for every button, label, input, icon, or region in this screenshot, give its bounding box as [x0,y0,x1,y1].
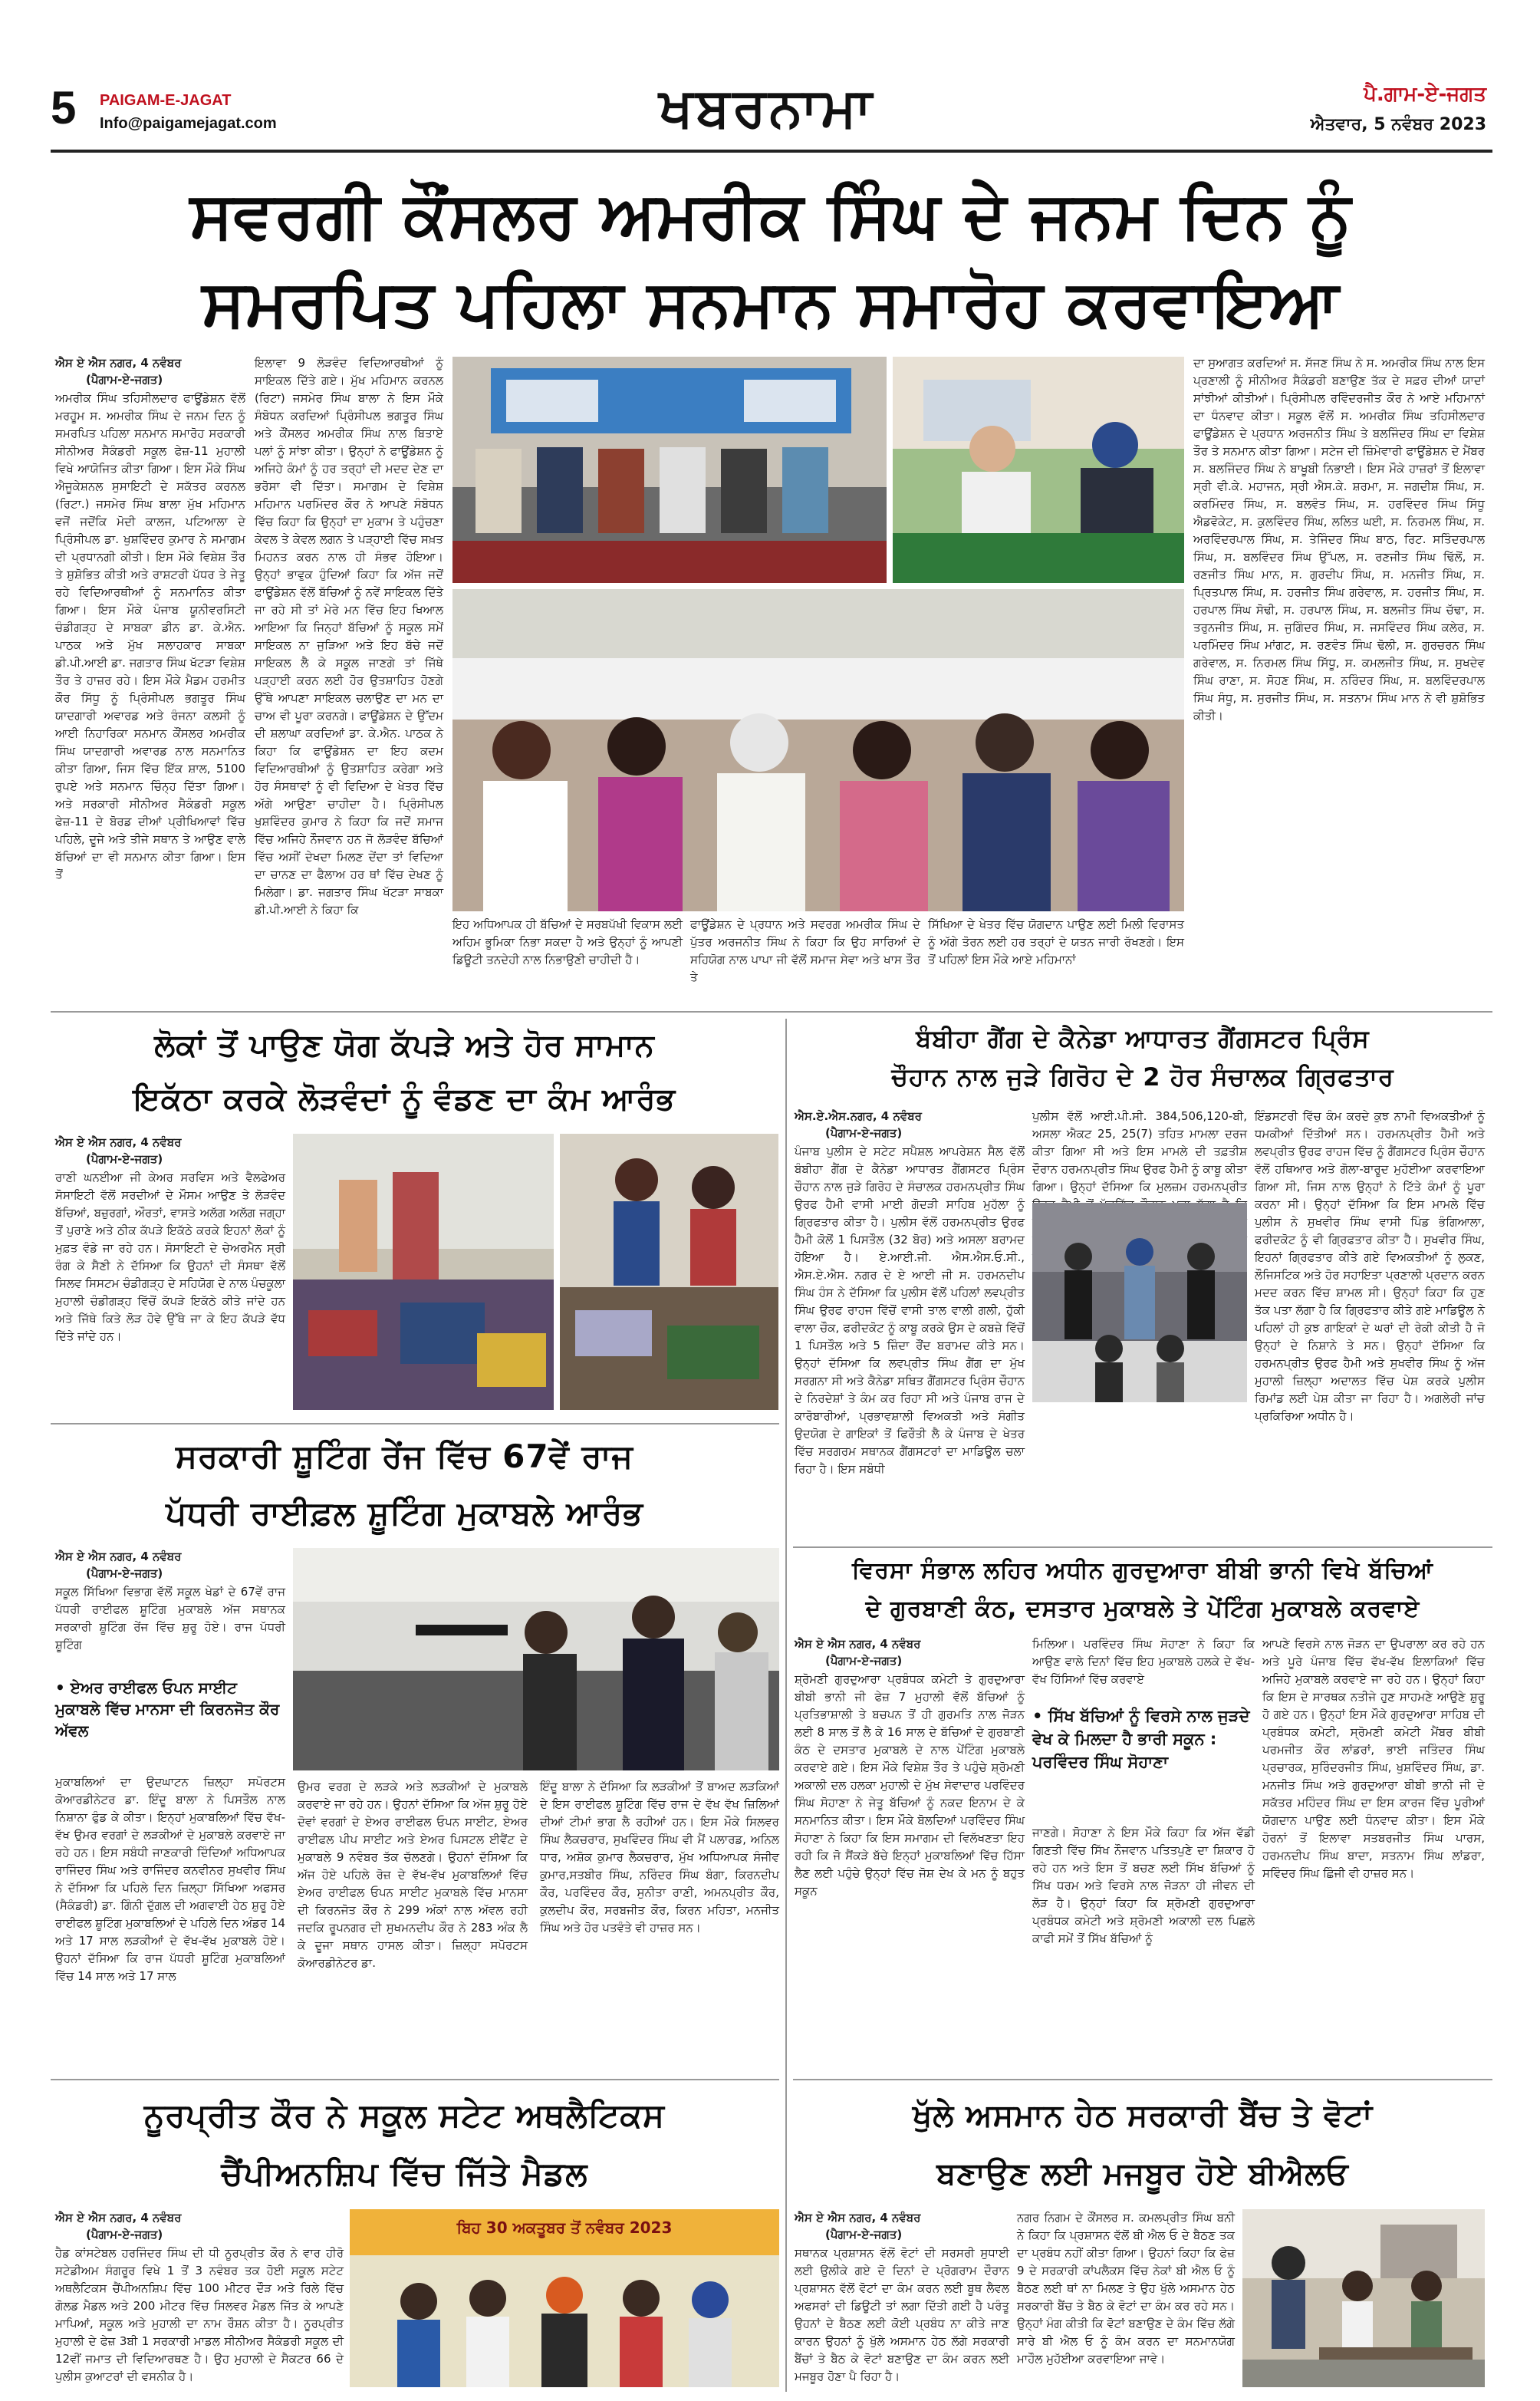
divider [785,1019,787,2392]
story7-source: (ਪੈਗਾਮ-ਏ-ਜਗਤ) [825,2228,903,2241]
story3-headline-line1: ਬੰਬੀਹਾ ਗੈਂਗ ਦੇ ਕੈਨੇਡਾ ਆਧਾਰਤ ਗੈਂਗਸਟਰ ਪ੍ਰਿੰਸ [916,1024,1370,1053]
story7-headline-line2: ਬਣਾਉਣ ਲਈ ਮਜਬੂਰ ਹੋਏ ਬੀਐਲਓ [936,2156,1349,2192]
story4-subhead-text: ਏਅਰ ਰਾਈਫਲ ਓਪਨ ਸਾਈਟ ਮੁਕਾਬਲੇ ਵਿੱਚ ਮਾਨਸਾ ਦੀ ਕਿਰਨਜੋਤ ਕੌਰ ਅੱਵਲ [55,1678,280,1740]
story5-column-3 [1262,1635,1485,2073]
brand-name-punjabi: ਪੈ.ਗਾਮ-ਏ-ਜਗਤ [1364,83,1486,106]
story4-body-col3: ਇੰਦੂ ਬਾਲਾ ਨੇ ਦੱਸਿਆ ਕਿ ਲੜਕੀਆਂ ਤੋਂ ਬਾਅਦ ਲੜਕਿਆਂ ਦੇ ਇਸ ਰਾਈਫਲ ਸ਼ੂਟਿੰਗ ਵਿੱਚ ਰਾਜ ਦੇ ਵੱਖ ਵੱਖ ਜ਼ਿਲਿਆਂ ਦੀਆਂ ਟੀਮਾਂ ਭਾਗ ਲੈ ਰਹੀਆਂ ਹਨ। ਇਸ ਮੌਕੇ ਸਿਲਵਰ ਸਿੰਘ ਲੈਕਚਰਾਰ, ਸੁਖਵਿੰਦਰ ਸਿੰਘ ਵੀ ਮੈਂ ਪਲਾਰਡ, ਅਨਿਲ ਧਾਰ, ਅਸ਼ੋਕ ਕੁਮਾਰ ਲੈਕਚਰਾਰ, ਮੁੱਖ ਅਧਿਆਪਕ ਸੰਜੀਵ ਕੁਮਾਰ,ਸਤਬੀਰ ਸਿੰਘ, ਨਰਿੰਦਰ ਸਿੰਘ ਬੰਗਾ, ਕਿਰਨਦੀਪ ਕੌਰ, ਪਰਵਿੰਦਰ ਕੌਰ, ਸੁਨੀਤਾ ਰਾਣੀ, ਅਮਨਪ੍ਰੀਤ ਕੌਰ, ਕੁਲਦੀਪ ਕੌਰ, ਸਰਬਜੀਤ ਕੌਰ, ਕਿਰਨ ਮਹਿਤਾ, ਮਨਜੀਤ ਸਿੰਘ ਅਤੇ ਹੋਰ ਪਤਵੰਤੇ ਵੀ ਹਾਜ਼ਰ ਸਨ। [540,1780,779,1935]
story4-column-3 [540,1778,779,2073]
story1-column-2 [255,354,443,1003]
divider [793,1546,1492,1548]
story1-photo-stage [452,357,887,583]
story1-headline-line1: ਸਵਰਗੀ ਕੌਂਸਲਰ ਅਮਰੀਕ ਸਿੰਘ ਦੇ ਜਨਮ ਦਿਨ ਨੂੰ [189,177,1352,252]
story1-dateline: ਐਸ ਏ ਐਸ ਨਗਰ, 4 ਨਵੰਬਰ [55,356,182,370]
story1-column-mid-a [690,916,920,1003]
story3-column-3 [1255,1108,1485,1540]
story2-column [55,1134,285,1418]
story4-subhead [55,1677,285,1767]
story6-photo [350,2209,779,2387]
story3-body-col2-top: ਪੁਲੀਸ ਵੱਲੋਂ ਆਈ.ਪੀ.ਸੀ. 384,506,120-ਬੀ, ਅਸਲਾ ਐਕਟ 25, 25(7) ਤਹਿਤ ਮਾਮਲਾ ਦਰਜ ਕੀਤਾ ਗਿਆ ਸੀ ਅਤੇ ਇਸ ਮਾਮਲੇ ਦੀ ਤਫ਼ਤੀਸ਼ ਦੌਰਾਨ ਹਰਮਨਪ੍ਰੀਤ ਸਿੰਘ ਉਰਫ ਹੈਮੀ ਨੂੰ ਕਾਬੂ ਕੀਤਾ ਗਿਆ। ਉਨ੍ਹਾਂ ਦੱਸਿਆ ਕਿ ਮੁਲਜ਼ਮ ਹਰਮਨਪ੍ਰੀਤ [1032,1109,1247,1194]
story2-body: ਰਾਣੀ ਘਨਈਆ ਜੀ ਕੇਅਰ ਸਰਵਿਸ ਅਤੇ ਵੈਲਫੇਅਰ ਸੋਸਾਇਟੀ ਵੱਲੋਂ ਸਰਦੀਆਂ ਦੇ ਮੌਸਮ ਆਉਣ ਤੇ ਲੋੜਵੰਦ ਬੱਚਿਆਂ, ਬਜ਼ੁਰਗਾਂ, ਔਰਤਾਂ, ਵਾਸਤੇ ਅਲੱਗ ਅਲੱਗ ਜਗ੍ਹਾ ਤੋਂ ਪੁਰਾਣੇ ਅਤੇ ਠੀਕ ਕੱਪੜੇ ਇਕੱਠੇ ਕਰਕੇ ਇਹਨਾਂ ਲੋਕਾਂ ਨੂੰ ਮੁਫ਼ਤ ਵੰਡੇ ਜਾ ਰਹੇ ਹਨ। ਸੋਸਾਇਟੀ ਦੇ ਚੇਅਰਮੈਨ ਸ੍ਰੀ ਰੰਗ ਕੇ ਸੈਣੀ ਨੇ ਦੱਸਿਆ ਕਿ ਉਹਨਾਂ ਦੀ ਸੰਸਥਾ ਵੱਲੋਂ ਸਿਲਵ ਸਿਸਟਮ ਚੰਡੀਗੜ੍ਹ ਦੇ ਸਹਿਯੋਗ ਦੇ ਨਾਲ ਪੰਚਕੂਲਾ ਮੁਹਾਲੀ ਚੰਡੀਗੜ੍ਹ ਵਿੱਚੋਂ ਕੱਪੜੇ ਇਕੱਠੇ ਕੀਤੇ ਜਾਂਦੇ ਹਨ ਅਤੇ ਜਿੱਥੇ ਕਿਤੇ ਲੋੜ ਹੋਵੇ ਉੱਥੇ ਜਾ ਕੇ ਇਹ ਕੱਪੜੇ ਵੱਧ ਦਿੱਤੇ ਜਾਂਦੇ ਹਨ। [55,1171,285,1343]
story5-pullquote-text: ਸਿੱਖ ਬੱਚਿਆਂ ਨੂੰ ਵਿਰਸੇ ਨਾਲ ਜੁੜਦੇ ਵੇਖ ਕੇ ਮਿਲਦਾ ਹੈ ਭਾਰੀ ਸਕੂਨ : ਪਰਵਿੰਦਰ ਸਿੰਘ ਸੋਹਾਣਾ [1032,1707,1250,1771]
story1-photo-audience [452,589,1184,911]
brand-name: PAIGAM-E-JAGAT [100,92,232,109]
masthead-rule [51,150,1492,153]
story5-body-col3: ਆਪਣੇ ਵਿਰਸੇ ਨਾਲ ਜੋੜਨ ਦਾ ਉਪਰਾਲਾ ਕਰ ਰਹੇ ਹਨ ਅਤੇ ਪੂਰੇ ਪੰਜਾਬ ਵਿੱਚ ਵੱਖ-ਵੱਖ ਇਲਾਕਿਆਂ ਵਿੱਚ ਅਜਿਹੇ ਮੁਕਾਬਲੇ ਕਰਵਾਏ ਜਾ ਰਹੇ ਹਨ। ਉਨ੍ਹਾਂ ਕਿਹਾ ਕਿ ਇਸ ਦੇ ਸਾਰਥਕ ਨਤੀਜੇ ਹੁਣ ਸਾਹਮਣੇ ਆਉਣੇ ਸ਼ੁਰੂ ਹੋ ਗਏ ਹਨ। ਉਨ੍ਹਾਂ ਇਸ ਮੌਕੇ ਗੁਰਦੁਆਰਾ ਸਾਹਿਬ ਦੀ ਪ੍ਰਬੰਧਕ ਕਮੇਟੀ, ਸ੍ਰੋਮਣੀ ਕਮੇਟੀ ਮੈਂਬਰ ਬੀਬੀ ਪਰਮਜੀਤ ਕੌਰ ਲਾਂਡਰਾਂ, ਭਾਈ ਜਤਿੰਦਰ ਸਿੰਘ ਪ੍ਰਚਾਰਕ, ਸੁਰਿੰਦਰਜੀਤ ਸਿੰਘ, ਖੁਸ਼ਵਿੰਦਰ ਸਿੰਘ, ਡਾ. ਮਨਜੀਤ ਸਿੰਘ ਅਤੇ ਗੁਰਦੁਆਰਾ ਬੀਬੀ ਭਾਨੀ ਜੀ ਦੇ ਸਕੱਤਰ ਮਹਿੰਦਰ ਸਿੰਘ ਦਾ ਇਸ ਕਾਰਜ ਵਿੱਚ ਪੂਰੀਆਂ ਯੋਗਦਾਨ ਪਾਉਣ ਲਈ ਧੰਨਵਾਦ ਕੀਤਾ। ਇਸ ਮੌਕੇ ਹੋਰਨਾਂ ਤੋਂ ਇਲਾਵਾ ਸਤਬਰਜੀਤ ਸਿੰਘ ਪਾਰਸ, ਹਰਮਨਦੀਪ ਸਿੰਘ ਬਾਦਾ, ਸਤਨਾਮ ਸਿੰਘ ਲਾਂਡਰਾ, ਸਵਿੰਦਰ ਸਿੰਘ ਛਿੰਜੀ ਵੀ ਹਾਜ਼ਰ ਸਨ। [1262,1637,1485,1880]
story7-dateline: ਐਸ ਏ ਐਸ ਨਗਰ, 4 ਨਵੰਬਰ [795,2211,921,2225]
story3-column-1 [795,1108,1025,1540]
clothes-sorting-image [560,1134,778,1410]
story4-headline-line2: ਪੱਧਰੀ ਰਾਈਫ਼ਲ ਸ਼ੂਟਿੰਗ ਮੁਕਾਬਲੇ ਆਰੰਭ [166,1494,643,1532]
story1-body-col1: ਅਮਰੀਕ ਸਿੰਘ ਤਹਿਸੀਲਦਾਰ ਫਾਊਂਡੇਸ਼ਨ ਵੱਲੋਂ ਮਰਹੂਮ ਸ. ਅਮਰੀਕ ਸਿੰਘ ਦੇ ਜਨਮ ਦਿਨ ਨੂੰ ਸਮਰਪਿਤ ਪਹਿਲਾ ਸਨਮਾਨ ਸਮਾਰੋਹ ਸਰਕਾਰੀ ਸੀਨੀਅਰ ਸੈਕੰਡਰੀ ਸਕੂਲ ਫੇਜ਼-11 ਮੁਹਾਲੀ ਵਿਖੇ ਆਯੋਜਿਤ ਕੀਤਾ ਗਿਆ। ਇਸ ਮੌਕੇ ਸਿੰਘ ਐਜੂਕੇਸ਼ਨਲ ਸੁਸਾਇਟੀ ਦੇ ਸਕੱਤਰ ਕਰਨਲ (ਰਿਟਾ.) ਜਸਮੇਰ ਸਿੰਘ ਬਾਲਾ ਮੁੱਖ ਮਹਿਮਾਨ ਵਜੋਂ ਜਦੋਂਕਿ ਮੋਦੀ ਕਾਲਜ, ਪਟਿਆਲਾ ਦੇ ਪ੍ਰਿੰਸੀਪਲ ਡਾ. ਖੁਸ਼ਵਿੰਦਰ ਕੁਮਾਰ ਨੇ ਸਮਾਗਮ ਦੀ ਪ੍ਰਧਾਨਗੀ ਕੀਤੀ। ਇਸ ਮੌਕੇ ਵਿਸ਼ੇਸ਼ ਤੌਰ ਤੇ ਸ਼ੁਸ਼ੋਭਿਤ ਕੀਤੀ ਅਤੇ ਰਾਸ਼ਟਰੀ ਪੱਧਰ ਤੇ ਜੇਤੂ ਰਹੇ ਵਿਦਿਆਰਥੀਆਂ ਨੂੰ ਸਨਮਾਨਿਤ ਕੀਤਾ ਗਿਆ। ਇਸ ਮੌਕੇ ਪੰਜਾਬ ਯੂਨੀਵਰਸਿਟੀ ਚੰਡੀਗੜ੍ਹ ਦੇ ਸਾਬਕਾ ਡੀਨ ਡਾ. ਕੇ.ਐਨ. ਪਾਠਕ ਅਤੇ ਮੁੱਖ ਸਲਾਹਕਾਰ ਸਾਬਕਾ ਡੀ.ਪੀ.ਆਈ ਡਾ. ਜਗਤਾਰ ਸਿੰਘ ਖੱਟੜਾ ਵਿਸ਼ੇਸ਼ ਤੌਰ ਤੇ ਹਾਜ਼ਰ ਰਹੇ। ਇਸ ਮੌਕੇ ਮੈਡਮ ਹਰਮੀਤ ਕੌਰ ਸਿੱਧੂ ਨੂੰ ਪ੍ਰਿੰਸੀਪਲ ਭਗਤੂਰ ਸਿੰਘ ਯਾਦਗਾਰੀ ਅਵਾਰਡ ਅਤੇ ਰੰਜਨਾ ਕਲਸੀ ਨੂੰ ਆਈ ਨਿਹਾਰਿਕਾ ਸਨਮਾਨ ਕੌਂਸਲਰ ਅਮਰੀਕ ਸਿੰਘ ਯਾਦਗਾਰੀ ਅਵਾਰਡ ਨਾਲ ਸਨਮਾਨਿਤ ਕੀਤਾ ਗਿਆ, ਜਿਸ ਵਿੱਚ ਇੱਕ ਸ਼ਾਲ, 5100 ਰੁਪਏ ਅਤੇ ਸਨਮਾਨ ਚਿੰਨ੍ਹ ਦਿੱਤਾ ਗਿਆ। ਅਤੇ ਸਰਕਾਰੀ ਸੀਨੀਅਰ ਸੈਕੰਡਰੀ ਸਕੂਲ ਫੇਜ਼-11 ਦੇ ਬੋਰਡ ਦੀਆਂ ਪ੍ਰੀਖਿਆਵਾਂ ਵਿੱਚ ਪਹਿਲੇ, ਦੂਜੇ ਅਤੇ ਤੀਜੇ ਸਥਾਨ ਤੇ ਆਉਣ ਵਾਲੇ ਬੱਚਿਆਂ ਦਾ ਵੀ ਸਨਮਾਨ ਕੀਤਾ ਗਿਆ। ਇਸ ਤੋਂ [55,391,245,881]
story7-headline-line1: ਖੁੱਲੇ ਅਸਮਾਨ ਹੇਠ ਸਰਕਾਰੀ ਬੈਂਚ ਤੇ ਵੋਟਾਂ [912,2098,1374,2133]
story7-photo [1242,2209,1485,2387]
story3-photo [1032,1203,1247,1402]
story5-body-col1: ਸ਼੍ਰੋਮਣੀ ਗੁਰਦੁਆਰਾ ਪ੍ਰਬੰਧਕ ਕਮੇਟੀ ਤੇ ਗੁਰਦੁਆਰਾ ਬੀਬੀ ਭਾਨੀ ਜੀ ਫੇਜ਼ 7 ਮੁਹਾਲੀ ਵੱਲੋਂ ਬੱਚਿਆਂ ਨੂੰ ਪ੍ਰਤਿਭਾਸ਼ਾਲੀ ਤੇ ਬਚਪਨ ਤੋਂ ਹੀ ਗੁਰਮਤਿ ਨਾਲ ਜੋੜਨ ਲਈ 8 ਸਾਲ ਤੋਂ ਲੈ ਕੇ 16 ਸਾਲ ਦੇ ਬੱਚਿਆਂ ਦੇ ਗੁਰਬਾਣੀ ਕੰਠ ਦੇ ਦਸਤਾਰ ਮੁਕਾਬਲੇ ਦੇ ਨਾਲ ਪੇਂਟਿੰਗ ਮੁਕਾਬਲੇ ਕਰਵਾਏ ਗਏ। ਇਸ ਮੌਕੇ ਵਿਸ਼ੇਸ਼ ਤੌਰ ਤੇ ਪਹੁੰਚੇ ਸ਼੍ਰੋਮਣੀ ਅਕਾਲੀ ਦਲ ਹਲਕਾ ਮੁਹਾਲੀ ਦੇ ਮੁੱਖ ਸੇਵਾਦਾਰ ਪਰਵਿੰਦਰ ਸਿੰਘ ਸੋਹਾਣਾ ਨੇ ਜੇਤੂ ਬੱਚਿਆਂ ਨੂੰ ਨਕਦ ਇਨਾਮ ਦੇ ਕੇ ਸਨਮਾਨਿਤ ਕੀਤਾ। ਇਸ ਮੌਕੇ ਬੋਲਦਿਆਂ ਪਰਵਿੰਦਰ ਸਿੰਘ ਸੋਹਾਣਾ ਨੇ ਕਿਹਾ ਕਿ ਇਸ ਸਮਾਗਮ ਦੀ ਵਿਲੱਖਣਤਾ ਇਹ ਰਹੀ ਕਿ ਜੋ ਸੈਂਕੜੇ ਬੱਚੇ ਇਨ੍ਹਾਂ ਮੁਕਾਬਲਿਆਂ ਵਿੱਚ ਹਿੱਸਾ ਲੈਣ ਲਈ ਪਹੁੰਚੇ ਉਨ੍ਹਾਂ ਵਿੱਚ ਜੋਸ਼ ਦੇਖ ਕੇ ਮਨ ਨੂੰ ਬਹੁਤ ਸਕੂਨ [795,1672,1025,1898]
divider [51,1423,779,1424]
story3-column-2-top [1032,1108,1247,1198]
story1-body-mid-a: ਫਾਊਂਡੇਸ਼ਨ ਦੇ ਪ੍ਰਧਾਨ ਅਤੇ ਸਵਰਗ ਅਮਰੀਕ ਸਿੰਘ ਦੇ ਪੁੱਤਰ ਅਰਜਨੀਤ ਸਿੰਘ ਨੇ ਕਿਹਾ ਕਿ ਉਹ ਸਾਰਿਆਂ ਦੇ ਸਹਿਯੋਗ ਨਾਲ ਪਾਪਾ ਜੀ ਵੱਲੋਂ ਸਮਾਜ ਸੇਵਾ ਅਤੇ ਖਾਸ ਤੌਰ ਤੇ [690,917,920,984]
divider [51,1011,1492,1013]
story4-column-1 [55,1774,285,2073]
story4-photo [293,1548,779,1770]
brand-email[interactable]: Info@paigamejagat.com [100,115,277,132]
divider [793,2079,1492,2080]
story6-source: (ਪੈਗਾਮ-ਏ-ਜਗਤ) [86,2228,163,2241]
story5-column-2b [1032,1824,1255,2073]
shooting-range-image [293,1548,779,1770]
story1-photo-speaker [893,357,1184,583]
story4-intro [55,1548,285,1671]
issue-date: ਐਤਵਾਰ, 5 ਨਵੰਬਰ 2023 [1310,115,1486,134]
story4-dateline: ਐਸ ਏ ਐਸ ਨਗਰ, 4 ਨਵੰਬਰ [55,1550,182,1563]
story2-photo-1 [293,1134,554,1410]
story1-body-col2: ਇਲਾਵਾ 9 ਲੋੜਵੰਦ ਵਿਦਿਆਰਥੀਆਂ ਨੂੰ ਸਾਇਕਲ ਦਿੱਤੇ ਗਏ। ਮੁੱਖ ਮਹਿਮਾਨ ਕਰਨਲ (ਰਿਟਾ) ਜਸਮੇਰ ਸਿੰਘ ਬਾਲਾ ਨੇ ਇਸ ਮੌਕੇ ਸੰਬੋਧਨ ਕਰਦਿਆਂ ਪ੍ਰਿੰਸੀਪਲ ਭਗਤੂਰ ਸਿੰਘ ਅਤੇ ਕੌਂਸਲਰ ਅਮਰੀਕ ਸਿੰਘ ਨਾਲ ਬਿਤਾਏ ਪਲਾਂ ਨੂੰ ਸਾਂਝਾ ਕੀਤਾ। ਉਨ੍ਹਾਂ ਨੇ ਫਾਊਂਡੇਸ਼ਨ ਨੂੰ ਅਜਿਹੇ ਕੰਮਾਂ ਨੂੰ ਹਰ ਤਰ੍ਹਾਂ ਦੀ ਮਦਦ ਦੇਣ ਦਾ ਭਰੋਸਾ ਵੀ ਦਿੱਤਾ। ਸਮਾਗਮ ਦੇ ਵਿਸ਼ੇਸ਼ ਮਹਿਮਾਨ ਪਰਮਿੰਦਰ ਕੌਰ ਨੇ ਆਪਣੇ ਸੰਬੋਧਨ ਵਿੱਚ ਕਿਹਾ ਕਿ ਉਨ੍ਹਾਂ ਦਾ ਮੁਕਾਮ ਤੇ ਪਹੁੰਚਣਾ ਕੇਵਲ ਤੇ ਕੇਵਲ ਲਗਨ ਤੇ ਪੜ੍ਹਾਈ ਵਿੱਚ ਸਖ਼ਤ ਮਿਹਨਤ ਕਰਨ ਨਾਲ ਹੀ ਸੰਭਵ ਹੋਇਆ। ਉਨ੍ਹਾਂ ਭਾਵੁਕ ਹੁੰਦਿਆਂ ਕਿਹਾ ਕਿ ਅੱਜ ਜਦੋਂ ਫਾਊਂਡੇਸ਼ਨ ਵੱਲੋਂ ਬੱਚਿਆਂ ਨੂੰ ਨਵੇਂ ਸਾਇਕਲ ਦਿੱਤੇ ਜਾ ਰਹੇ ਸੀ ਤਾਂ ਮੇਰੇ ਮਨ ਵਿੱਚ ਇਹ ਖਿਆਲ ਆਇਆ ਕਿ ਜਿਨ੍ਹਾਂ ਬੱਚਿਆਂ ਨੂੰ ਸਕੂਲ ਸਮੇਂ ਸਾਇਕਲ ਨਾ ਜੁੜਿਆ ਅਤੇ ਇਹ ਬੱਚੇ ਜਦੋਂ ਸਾਇਕਲ ਲੈ ਕੇ ਸਕੂਲ ਜਾਣਗੇ ਤਾਂ ਜਿੱਥੇ ਪੜ੍ਹਾਈ ਕਰਨ ਲਈ ਹੋਰ ਉਤਸ਼ਾਹਿਤ ਹੋਣਗੇ ਉੱਥੇ ਆਪਣਾ ਸਾਇਕਲ ਚਲਾਉਣ ਦਾ ਮਨ ਦਾ ਚਾਅ ਵੀ ਪੂਰਾ ਕਰਨਗੇ। ਫਾਊਂਡੇਸ਼ਨ ਦੇ ਉੱਦਮ ਦੀ ਸ਼ਲਾਘਾ ਕਰਦਿਆਂ ਡਾ. ਕੇ.ਐਨ. ਪਾਠਕ ਨੇ ਕਿਹਾ ਕਿ ਫਾਊਂਡੇਸ਼ਨ ਦਾ ਇਹ ਕਦਮ ਵਿਦਿਆਰਥੀਆਂ ਨੂੰ ਉਤਸ਼ਾਹਿਤ ਕਰੇਗਾ ਅਤੇ ਹੋਰ ਸੰਸਥਾਵਾਂ ਨੂੰ ਵੀ ਵਿਦਿਆ ਦੇ ਖੇਤਰ ਵਿੱਚ ਅੱਗੇ ਆਉਣਾ ਚਾਹੀਦਾ ਹੈ। ਪ੍ਰਿੰਸੀਪਲ ਖੁਸ਼ਵਿੰਦਰ ਕੁਮਾਰ ਨੇ ਕਿਹਾ ਕਿ ਜਦੋਂ ਸਮਾਜ ਵਿੱਚ ਅਜਿਹੇ ਨੌਜਵਾਨ ਹਨ ਜੋ ਲੋੜਵੰਦ ਬੱਚਿਆਂ ਵਿੱਚ ਅਸੀਂ ਦੇਖਦਾ ਮਿਲਣ ਦੇਂਦਾ ਤਾਂ ਵਿਦਿਆ ਦਾ ਚਾਨਣ ਦਾ ਫੈਲਾਅ ਹਰ ਥਾਂ ਵਿੱਚ ਦੇਖਣ ਨੂੰ ਮਿਲੇਗਾ। ਡਾ. ਜਗਤਾਰ ਸਿੰਘ ਖੱਟੜਾ ਸਾਬਕਾ ਡੀ.ਪੀ.ਆਈ ਨੇ ਕਿਹਾ ਕਿ [255,356,443,917]
story5-dateline: ਐਸ ਏ ਐਸ ਨਗਰ, 4 ਨਵੰਬਰ [795,1637,921,1651]
story1-column-4 [1193,354,1485,1003]
story5-pullquote [1032,1704,1255,1820]
story1-body-mid-b: ਸਿੱਖਿਆ ਦੇ ਖੇਤਰ ਵਿੱਚ ਯੋਗਦਾਨ ਪਾਉਣ ਲਈ ਮਿਲੀ ਵਿਰਾਸਤ ਨੂੰ ਅੱਗੇ ਤੋਰਨ ਲਈ ਹਰ ਤਰ੍ਹਾਂ ਦੇ ਯਤਨ ਜਾਰੀ ਰੱਖਣਗੇ। ਇਸ ਤੋਂ ਪਹਿਲਾਂ ਇਸ ਮੌਕੇ ਆਏ ਮਹਿਮਾਨਾਂ [928,917,1184,967]
page-number: 5 [51,82,77,133]
story2-headline-line2: ਇਕੱਠਾ ਕਰਕੇ ਲੋੜਵੰਦਾਂ ਨੂੰ ਵੰਡਣ ਦਾ ਕੰਮ ਆਰੰਭ [133,1082,676,1117]
story6-banner-text: ਬਿਹ 30 ਅਕਤੂਬਰ ਤੋਂ ਨਵੰਬਰ 2023 [456,2218,673,2237]
story4-body-col1: ਮੁਕਾਬਲਿਆਂ ਦਾ ਉਦਘਾਟਨ ਜ਼ਿਲ੍ਹਾ ਸਪੋਰਟਸ ਕੋਆਰਡੀਨੇਟਰ ਡਾ. ਇੰਦੂ ਬਾਲਾ ਨੇ ਪਿਸਤੌਲ ਨਾਲ ਨਿਸ਼ਾਨਾ ਫੁੰਡ ਕੇ ਕੀਤਾ। ਇਨ੍ਹਾਂ ਮੁਕਾਬਲਿਆਂ ਵਿੱਚ ਵੱਖ-ਵੱਖ ਉਮਰ ਵਰਗਾਂ ਦੇ ਲੜਕੀਆਂ ਦੇ ਮੁਕਾਬਲੇ ਕਰਵਾਏ ਜਾ ਰਹੇ ਹਨ। ਇਸ ਸਬੰਧੀ ਜਾਣਕਾਰੀ ਦਿੰਦਿਆਂ ਅਧਿਆਪਕ ਰਾਜਿੰਦਰ ਸਿੰਘ ਅਤੇ ਰਾਜਿੰਦਰ ਕਨਵੀਨਰ ਸੁਖਵੀਰ ਸਿੰਘ ਨੇ ਦੱਸਿਆ ਕਿ ਪਹਿਲੇ ਦਿਨ ਜ਼ਿਲ੍ਹਾ ਸਿੱਖਿਆ ਅਫਸਰ (ਸੈਕੰਡਰੀ) ਡਾ. ਗਿੰਨੀ ਦੁੱਗਲ ਦੀ ਅਗਵਾਈ ਹੇਠ ਸ਼ੁਰੂ ਹੋਏ ਰਾਈਫਲ ਸ਼ੂਟਿੰਗ ਮੁਕਾਬਲਿਆਂ ਦੇ ਪਹਿਲੇ ਦਿਨ ਅੰਡਰ 14 ਅਤੇ 17 ਸਾਲ ਲੜਕੀਆਂ ਦੇ ਵੱਖ-ਵੱਖ ਮੁਕਾਬਲੇ ਹੋਏ। ਉਹਨਾਂ ਦੱਸਿਆ ਕਿ ਰਾਜ ਪੱਧਰੀ ਸ਼ੂਟਿੰਗ ਮੁਕਾਬਲਿਆਂ ਵਿੱਚ 14 ਸਾਲ ਅਤੇ 17 ਸਾਲ [55,1775,285,1983]
story4-column-2 [298,1778,528,2073]
story1-source: (ਪੈਗਾਮ-ਏ-ਜਗਤ) [86,373,163,387]
story2-photo-2 [560,1134,778,1410]
story3-dateline: ਐਸ.ਏ.ਐਸ.ਨਗਰ, 4 ਨਵੰਬਰ [795,1109,922,1123]
divider [51,2079,779,2080]
story4-source: (ਪੈਗਾਮ-ਏ-ਜਗਤ) [86,1566,163,1580]
story4-body-col2: ਉਮਰ ਵਰਗ ਦੇ ਲੜਕੇ ਅਤੇ ਲੜਕੀਆਂ ਦੇ ਮੁਕਾਬਲੇ ਕਰਵਾਏ ਜਾ ਰਹੇ ਹਨ। ਉਹਨਾਂ ਦੱਸਿਆ ਕਿ ਅੱਜ ਸ਼ੁਰੂ ਹੋਏ ਦੋਵਾਂ ਵਰਗਾਂ ਦੇ ਏਅਰ ਰਾਈਫਲ ਓਪਨ ਸਾਈਟ, ਏਅਰ ਰਾਈਫਲ ਪੀਪ ਸਾਈਟ ਅਤੇ ਏਅਰ ਪਿਸਟਲ ਈਵੈਂਟ ਦੇ ਮੁਕਾਬਲੇ 9 ਨਵੰਬਰ ਤੱਕ ਚੱਲਣਗੇ। ਉਹਨਾਂ ਦੱਸਿਆ ਕਿ ਅੱਜ ਹੋਏ ਪਹਿਲੇ ਰੋਜ਼ ਦੇ ਵੱਖ-ਵੱਖ ਮੁਕਾਬਲਿਆਂ ਵਿੱਚ ਏਅਰ ਰਾਈਫਲ ਓਪਨ ਸਾਈਟ ਮੁਕਾਬਲੇ ਵਿੱਚ ਮਾਨਸਾ ਦੀ ਕਿਰਨਜੋਤ ਕੌਰ ਨੇ 299 ਅੰਕਾਂ ਨਾਲ ਅੱਵਲ ਰਹੀ ਜਦਕਿ ਰੂਪਨਗਰ ਦੀ ਸੁਖਮਨਦੀਪ ਕੌਰ ਨੇ 283 ਅੰਕ ਲੈ ਕੇ ਦੂਜਾ ਸਥਾਨ ਹਾਸਲ ਕੀਤਾ। ਜ਼ਿਲ੍ਹਾ ਸਪੋਰਟਸ ਕੋਆਰਡੀਨੇਟਰ ਡਾ. [298,1780,528,1970]
story1-headline-line2: ਸਮਰਪਿਤ ਪਹਿਲਾ ਸਨਮਾਨ ਸਮਾਰੋਹ ਕਰਵਾਇਆ [202,265,1340,341]
story4-intro-text: ਸਕੂਲ ਸਿੱਖਿਆ ਵਿਭਾਗ ਵੱਲੋਂ ਸਕੂਲ ਖੇਡਾਂ ਦੇ 67ਵੇਂ ਰਾਜ ਪੱਧਰੀ ਰਾਈਫਲ ਸ਼ੂਟਿੰਗ ਮੁਕਾਬਲੇ ਅੱਜ ਸਥਾਨਕ ਸਰਕਾਰੀ ਸ਼ੂਟਿੰਗ ਰੇਂਜ ਵਿੱਚ ਸ਼ੁਰੂ ਹੋਏ। ਰਾਜ ਪੱਧਰੀ ਸ਼ੂਟਿੰਗ [55,1585,285,1652]
story6-body: ਹੈਡ ਕਾਂਸਟੇਬਲ ਹਰਜਿੰਦਰ ਸਿੰਘ ਦੀ ਧੀ ਨੂਰਪ੍ਰੀਤ ਕੌਰ ਨੇ ਵਾਰ ਹੀਰੋ ਸਟੇਡੀਅਮ ਸੰਗਰੂਰ ਵਿਖੇ 1 ਤੋਂ 3 ਨਵੰਬਰ ਤਕ ਹੋਈ ਸਕੂਲ ਸਟੇਟ ਅਥਲੈਟਿਕਸ ਚੈਂਪੀਅਨਸ਼ਿਪ ਵਿੱਚ 100 ਮੀਟਰ ਦੌੜ ਅਤੇ ਰਿਲੇ ਵਿੱਚ ਗੋਲਡ ਮੈਡਲ ਅਤੇ 200 ਮੀਟਰ ਵਿੱਚ ਸਿਲਵਰ ਮੈਡਲ ਜਿੱਤ ਕੇ ਆਪਣੇ ਮਾਪਿਆਂ, ਸਕੂਲ ਅਤੇ ਮੁਹਾਲੀ ਦਾ ਨਾਮ ਰੌਸ਼ਨ ਕੀਤਾ ਹੈ। ਨੂਰਪ੍ਰੀਤ ਮੁਹਾਲੀ ਦੇ ਫੇਜ਼ 3ਬੀ 1 ਸਰਕਾਰੀ ਮਾਡਲ ਸੀਨੀਅਰ ਸੈਕੰਡਰੀ ਸਕੂਲ ਦੀ 12ਵੀਂ ਜਮਾਤ ਦੀ ਵਿਦਿਆਰਥਣ ਹੈ। ਉਹ ਮੁਹਾਲੀ ਦੇ ਸੈਕਟਰ 66 ਦੇ ਪੁਲੀਸ ਕੁਆਟਰਾਂ ਦੀ ਵਸਨੀਕ ਹੈ। [55,2246,344,2383]
story3-source: (ਪੈਗਾਮ-ਏ-ਜਗਤ) [825,1126,903,1140]
story1-photo-caption [452,916,683,1003]
story2-headline-line1: ਲੋਕਾਂ ਤੋਂ ਪਾਉਣ ਯੋਗ ਕੱਪੜੇ ਅਤੇ ਹੋਰ ਸਾਮਾਨ [154,1028,655,1063]
blo-bench-image [1242,2209,1485,2387]
bullet-icon: • [55,1678,71,1697]
event-stage-image [452,357,887,583]
story3-headline-line2: ਚੌਹਾਨ ਨਾਲ ਜੁੜੇ ਗਿਰੋਹ ਦੇ 2 ਹੋਰ ਸੰਚਾਲਕ ਗ੍ਰਿਫਤਾਰ [891,1062,1394,1092]
bullet-icon: • [1032,1707,1048,1725]
arrested-gangsters-image [1032,1203,1247,1402]
story7-body-col2: ਨਗਰ ਨਿਗਮ ਦੇ ਕੌਂਸਲਰ ਸ. ਕਮਲਪ੍ਰੀਤ ਸਿੰਘ ਬਨੀ ਨੇ ਕਿਹਾ ਕਿ ਪ੍ਰਸ਼ਾਸਨ ਵੱਲੋਂ ਬੀ ਐਲ ਓ ਦੇ ਬੈਠਣ ਤਕ ਦਾ ਪ੍ਰਬੰਧ ਨਹੀਂ ਕੀਤਾ ਗਿਆ। ਉਹਨਾਂ ਕਿਹਾ ਕਿ ਫੇਜ਼ 9 ਦੇ ਸਰਕਾਰੀ ਕਾਂਪਲੈਕਸ ਵਿੱਚ ਨੇਕਾਂ ਬੀ ਐਲ ਓ ਨੂੰ ਬੈਠਣ ਲਈ ਥਾਂ ਨਾ ਮਿਲਣ ਤੇ ਉਹ ਖੁੱਲੇ ਅਸਮਾਨ ਹੇਠ ਸਰਕਾਰੀ ਬੈਂਚ ਤੇ ਬੈਠ ਕੇ ਵੋਟਾਂ ਦਾ ਕੰਮ ਕਰ ਰਹੇ ਸਨ। ਉਨ੍ਹਾਂ ਮੰਗ ਕੀਤੀ ਕਿ ਵੋਟਾਂ ਬਣਾਉਣ ਦੇ ਕੰਮ ਵਿੱਚ ਲੱਗੇ ਸਾਰੇ ਬੀ ਐਲ ਓ ਨੂੰ ਕੰਮ ਕਰਨ ਦਾ ਸਨਮਾਨਯੋਗ ਮਾਹੌਲ ਮੁਹੱਈਆ ਕਰਵਾਇਆ ਜਾਵੇ। [1017,2211,1235,2366]
story6-headline-line2: ਚੈਂਪੀਅਨਸ਼ਿਪ ਵਿੱਚ ਜਿੱਤੇ ਮੈਡਲ [221,2155,588,2192]
story5-source: (ਪੈਗਾਮ-ਏ-ਜਗਤ) [825,1654,903,1668]
story5-column-1 [795,1635,1025,2073]
story4-headline-line1: ਸਰਕਾਰੀ ਸ਼ੂਟਿੰਗ ਰੇਂਜ ਵਿੱਚ 67ਵੇਂ ਰਾਜ [176,1438,633,1475]
story1-column-1 [55,354,245,1003]
story1-column-mid-b [928,916,1184,1003]
story7-column-2 [1017,2209,1235,2386]
audience-image [452,589,1184,911]
story7-column-1 [795,2209,1009,2386]
story5-headline-line2: ਦੇ ਗੁਰਬਾਣੀ ਕੰਠ, ਦਸਤਾਰ ਮੁਕਾਬਲੇ ਤੇ ਪੇਂਟਿੰਗ ਮੁਕਾਬਲੇ ਕਰਵਾਏ [865,1596,1420,1622]
story1-caption-text: ਇਹ ਅਧਿਆਪਕ ਹੀ ਬੱਚਿਆਂ ਦੇ ਸਰਬਪੱਖੀ ਵਿਕਾਸ ਲਈ ਅਹਿਮ ਭੂਮਿਕਾ ਨਿਭਾ ਸਕਦਾ ਹੈ ਅਤੇ ਉਨ੍ਹਾਂ ਨੂੰ ਆਪਣੀ ਡਿਊਟੀ ਤਨਦੇਹੀ ਨਾਲ ਨਿਭਾਉਣੀ ਚਾਹੀਦੀ ਹੈ। [452,917,683,967]
story2-dateline: ਐਸ ਏ ਐਸ ਨਗਰ, 4 ਨਵੰਬਰ [55,1135,182,1149]
story7-body-col1: ਸਥਾਨਕ ਪ੍ਰਸ਼ਾਸਨ ਵੱਲੋਂ ਵੋਟਾਂ ਦੀ ਸਰਸਰੀ ਸੁਧਾਈ ਲਈ ਉਲੀਕੇ ਗਏ ਦੋ ਦਿਨਾਂ ਦੇ ਪ੍ਰੋਗਰਾਮ ਦੌਰਾਨ ਪ੍ਰਸ਼ਾਸਨ ਵੱਲੋਂ ਵੋਟਾਂ ਦਾ ਕੰਮ ਕਰਨ ਲਈ ਬੂਥ ਲੈਵਲ ਅਫਸਰਾਂ ਦੀ ਡਿਊਟੀ ਤਾਂ ਲਗਾ ਦਿੱਤੀ ਗਈ ਹੈ ਪਰੰਤੂ ਉਹਨਾਂ ਦੇ ਬੈਠਣ ਲਈ ਕੋਈ ਪ੍ਰਬੰਧ ਨਾ ਕੀਤੇ ਜਾਣ ਕਾਰਨ ਉਹਨਾਂ ਨੂੰ ਖੁੱਲੇ ਅਸਮਾਨ ਹੇਠ ਲੱਗੇ ਸਰਕਾਰੀ ਬੈਂਚਾਂ ਤੇ ਬੈਠ ਕੇ ਵੋਟਾਂ ਬਣਾਉਣ ਦਾ ਕੰਮ ਕਰਨ ਲਈ ਮਜਬੂਰ ਹੋਣਾ ਪੈ ਰਿਹਾ ਹੈ। [795,2246,1009,2383]
clothes-collection-image [293,1134,554,1410]
story6-headline-line1: ਨੂਰਪ੍ਰੀਤ ਕੌਰ ਨੇ ਸਕੂਲ ਸਟੇਟ ਅਥਲੈਟਿਕਸ [143,2096,665,2134]
story2-source: (ਪੈਗਾਮ-ਏ-ਜਗਤ) [86,1152,163,1166]
story6-column [55,2209,344,2386]
story5-body-col2a: ਮਿਲਿਆ। ਪਰਵਿੰਦਰ ਸਿੰਘ ਸੋਹਾਣਾ ਨੇ ਕਿਹਾ ਕਿ ਆਉਣ ਵਾਲੇ ਦਿਨਾਂ ਵਿੱਚ ਇਹ ਮੁਕਾਬਲੇ ਹਲਕੇ ਦੇ ਵੱਖ-ਵੱਖ ਹਿੱਸਿਆਂ ਵਿੱਚ ਕਰਵਾਏ [1032,1637,1255,1686]
section-title: ਖਬਰਨਾਮਾ [659,76,875,139]
story5-headline-line1: ਵਿਰਸਾ ਸੰਭਾਲ ਲਹਿਰ ਅਧੀਨ ਗੁਰਦੁਆਰਾ ਬੀਬੀ ਭਾਨੀ ਵਿਖੇ ਬੱਚਿਆਂ [851,1557,1434,1584]
speaker-image [893,357,1184,583]
story5-column-2a [1032,1635,1255,1701]
story6-dateline: ਐਸ ਏ ਐਸ ਨਗਰ, 4 ਨਵੰਬਰ [55,2211,182,2225]
story1-body-col4: ਦਾ ਸੁਆਗਤ ਕਰਦਿਆਂ ਸ. ਸੱਜਣ ਸਿੰਘ ਨੇ ਸ. ਅਮਰੀਕ ਸਿੰਘ ਨਾਲ ਇਸ ਪ੍ਰਣਾਲੀ ਨੂੰ ਸੀਨੀਅਰ ਸੈਕੰਡਰੀ ਬਣਾਉਣ ਤੱਕ ਦੇ ਸਫ਼ਰ ਦੀਆਂ ਯਾਦਾਂ ਸਾਂਝੀਆਂ ਕੀਤੀਆਂ। ਪ੍ਰਿੰਸੀਪਲ ਰਵਿੰਦਰਜੀਤ ਕੌਰ ਨੇ ਆਏ ਮਹਿਮਾਨਾਂ ਦਾ ਧੰਨਵਾਦ ਕੀਤਾ। ਸਕੂਲ ਵੱਲੋਂ ਸ. ਅਮਰੀਕ ਸਿੰਘ ਤਹਿਸੀਲਦਾਰ ਫਾਊਂਡੇਸ਼ਨ ਦੇ ਪ੍ਰਧਾਨ ਅਰਜਨੀਤ ਸਿੰਘ ਤੇ ਬਲਜਿੰਦਰ ਸਿੰਘ ਦਾ ਵਿਸ਼ੇਸ਼ ਤੌਰ ਤੇ ਸਨਮਾਨ ਕੀਤਾ ਗਿਆ। ਸਟੇਜ ਦੀ ਜ਼ਿੰਮੇਵਾਰੀ ਫਾਊਂਡੇਸ਼ਨ ਦੇ ਮੈਂਬਰ ਸ. ਬਲਜਿੰਦਰ ਸਿੰਘ ਨੇ ਬਾਖੂਬੀ ਨਿਭਾਈ। ਇਸ ਮੌਕੇ ਹਾਜ਼ਰਾਂ ਤੋਂ ਇਲਾਵਾ ਸ੍ਰੀ ਵੀ.ਕੇ. ਮਹਾਜਨ, ਸ੍ਰੀ ਐਸ.ਕੇ. ਸ਼ਰਮਾ, ਸ. ਜਗਦੀਸ਼ ਸਿੰਘ, ਸ. ਕਰਮਿੰਦਰ ਸਿੰਘ, ਸ. ਬਲਵੰਤ ਸਿੰਘ, ਸ. ਹਰਵਿੰਦਰ ਸਿੰਘ ਸਿੱਧੂ ਐਡਵੋਕੇਟ, ਸ. ਕੁਲਵਿੰਦਰ ਸਿੰਘ, ਲਲਿਤ ਘਈ, ਸ. ਨਿਰਮਲ ਸਿੰਘ, ਸ. ਅਰਵਿੰਦਰਪਾਲ ਸਿੰਘ, ਸ. ਤੇਜਿੰਦਰ ਸਿੰਘ ਬਾਠ, ਰਿਟ. ਸਤਿੰਦਰਪਾਲ ਸਿੰਘ, ਸ. ਬਲਵਿੰਦਰ ਸਿੰਘ ਉੱਪਲ, ਸ. ਰਣਜੀਤ ਸਿੰਘ ਢਿੱਲੋਂ, ਸ. ਰਣਜੀਤ ਸਿੰਘ ਮਾਨ, ਸ. ਗੁਰਦੀਪ ਸਿੰਘ, ਸ. ਮਨਜੀਤ ਸਿੰਘ, ਸ. ਪ੍ਰਿਤਪਾਲ ਸਿੰਘ, ਸ. ਹਰਜੀਤ ਸਿੰਘ ਗਰੇਵਾਲ, ਸ. ਹਰਜੀਤ ਸਿੰਘ, ਸ. ਹਰਪਾਲ ਸਿੰਘ ਸੋਢੀ, ਸ. ਹਰਪਾਲ ਸਿੰਘ, ਸ. ਬਲਜੀਤ ਸਿੰਘ ਚੱਢਾ, ਸ. ਤਰੁਨਜੀਤ ਸਿੰਘ, ਸ. ਜੁਗਿੰਦਰ ਸਿੰਘ, ਸ. ਜਸਵਿੰਦਰ ਸਿੰਘ ਕਲੇਰ, ਸ. ਪਰਮਿੰਦਰ ਸਿੰਘ ਮਾਂਗਟ, ਸ. ਰਣਵੰਤ ਸਿੰਘ ਢੋਲੀ, ਸ. ਗੁਰਚਰਨ ਸਿੰਘ ਗਰੇਵਾਲ, ਸ. ਨਿਰਮਲ ਸਿੰਘ ਸਿੱਧੂ, ਸ. ਕਮਲਜੀਤ ਸਿੰਘ, ਸ. ਸੁਖਦੇਵ ਸਿੰਘ ਰਾਣਾ, ਸ. ਸੋਹਣ ਸਿੰਘ, ਸ. ਨਰਿੰਦਰ ਸਿੰਘ, ਸ. ਬਲਵਿੰਦਰਪਾਲ ਸਿੰਘ ਸੰਧੂ, ਸ. ਸੁਰਜੀਤ ਸਿੰਘ, ਸ. ਸਤਨਾਮ ਸਿੰਘ ਮਾਨ ਨੇ ਵੀ ਸ਼ੁਸ਼ੋਭਿਤ ਕੀਤੀ। [1193,356,1485,723]
story5-body-col2b: ਜਾਣਗੇ। ਸੋਹਾਣਾ ਨੇ ਇਸ ਮੌਕੇ ਕਿਹਾ ਕਿ ਅੱਜ ਵੱਡੀ ਗਿਣਤੀ ਵਿੱਚ ਸਿੱਖ ਨੌਜਵਾਨ ਪਤਿਤਪੁਣੇ ਦਾ ਸ਼ਿਕਾਰ ਹੋ ਰਹੇ ਹਨ ਅਤੇ ਇਸ ਤੋਂ ਬਚਣ ਲਈ ਸਿੱਖ ਬੱਚਿਆਂ ਨੂੰ ਸਿੱਖ ਧਰਮ ਅਤੇ ਵਿਰਸੇ ਨਾਲ ਜੋੜਨਾ ਹੀ ਜੀਵਨ ਦੀ ਲੋੜ ਹੈ। ਉਨ੍ਹਾਂ ਕਿਹਾ ਕਿ ਸ਼੍ਰੋਮਣੀ ਗੁਰਦੁਆਰਾ ਪ੍ਰਬੰਧਕ ਕਮੇਟੀ ਅਤੇ ਸ਼੍ਰੋਮਣੀ ਅਕਾਲੀ ਦਲ ਪਿਛਲੇ ਕਾਫੀ ਸਮੇਂ ਤੋਂ ਸਿੱਖ ਬੱਚਿਆਂ ਨੂੰ [1032,1826,1255,1945]
story3-body-col3: ਇੰਡਸਟਰੀ ਵਿੱਚ ਕੰਮ ਕਰਦੇ ਕੁਝ ਨਾਮੀ ਵਿਅਕਤੀਆਂ ਨੂੰ ਧਮਕੀਆਂ ਦਿੱਤੀਆਂ ਸਨ। ਹਰਮਨਪ੍ਰੀਤ ਹੈਮੀ ਅਤੇ ਲਵਪ੍ਰੀਤ ਉਰਫ ਰਾਹਜ ਵਿੱਚ ਨੂੰ ਗੈਂਗਸਟਰ ਪ੍ਰਿੰਸ ਚੌਹਾਨ ਵੱਲੋਂ ਹਥਿਆਰ ਅਤੇ ਗੋਲਾ-ਬਾਰੂਦ ਮੁਹੱਈਆ ਕਰਵਾਇਆ ਗਿਆ ਸੀ, ਜਿਸ ਨਾਲ ਉਨ੍ਹਾਂ ਨੇ ਟਿੱਤੇ ਕੰਮਾਂ ਨੂੰ ਪੂਰਾ ਕਰਨਾ ਸੀ। ਉਨ੍ਹਾਂ ਦੱਸਿਆ ਕਿ ਇਸ ਮਾਮਲੇ ਵਿੱਚ ਪੁਲੀਸ ਨੇ ਸੁਖਵੀਰ ਸਿੰਘ ਵਾਸੀ ਪਿੰਡ ਭੰਗਿਆਲਾ, ਫਰੀਦਕੋਟ ਨੂੰ ਵੀ ਗ੍ਰਿਫਤਾਰ ਕੀਤਾ ਹੈ। ਸੁਖਵੀਰ ਸਿੰਘ, ਇਹਨਾਂ ਗ੍ਰਿਫਤਾਰ ਕੀਤੇ ਗਏ ਵਿਅਕਤੀਆਂ ਨੂੰ ਲੁਕਣ, ਲੌਜਿਸਟਿਕ ਅਤੇ ਹੋਰ ਸਹਾਇਤਾ ਪ੍ਰਣਾਲੀ ਪ੍ਰਦਾਨ ਕਰਨ ਮਦਦ ਕਰਨ ਵਿੱਚ ਸ਼ਾਮਲ ਸੀ। ਉਨ੍ਹਾਂ ਕਿਹਾ ਕਿ ਹੁਣ ਤੱਕ ਪਤਾ ਲੱਗਾ ਹੈ ਕਿ ਗ੍ਰਿਫਤਾਰ ਕੀਤੇ ਗਏ ਮਾਡਿਊਲ ਨੇ ਪਹਿਲਾਂ ਹੀ ਕੁਝ ਗਾਇਕਾਂ ਦੇ ਘਰਾਂ ਦੀ ਰੇਕੀ ਕੀਤੀ ਹੈ ਜੋ ਉਨ੍ਹਾਂ ਦੇ ਨਿਸ਼ਾਨੇ ਤੇ ਸਨ। ਉਨ੍ਹਾਂ ਦੱਸਿਆ ਕਿ ਹਰਮਨਪ੍ਰੀਤ ਉਰਫ ਹੈਮੀ ਅਤੇ ਸੁਖਵੀਰ ਸਿੰਘ ਨੂੰ ਅੱਜ ਮੁਹਾਲੀ ਜ਼ਿਲ੍ਹਾ ਅਦਾਲਤ ਵਿੱਚ ਪੇਸ਼ ਕਰਕੇ ਪੁਲੀਸ ਰਿਮਾਂਡ ਲਈ ਪੇਸ਼ ਕੀਤਾ ਜਾ ਰਿਹਾ ਹੈ। ਅਗਲੇਰੀ ਜਾਂਚ ਪ੍ਰਕਿਰਿਆ ਅਧੀਨ ਹੈ। [1255,1109,1485,1423]
masthead [0,0,1540,163]
story3-body-col1: ਪੰਜਾਬ ਪੁਲੀਸ ਦੇ ਸਟੇਟ ਸਪੈਸ਼ਲ ਆਪਰੇਸ਼ਨ ਸੈਲ ਵੱਲੋਂ ਬੰਬੀਹਾ ਗੈਂਗ ਦੇ ਕੈਨੇਡਾ ਆਧਾਰਤ ਗੈਂਗਸਟਰ ਪ੍ਰਿੰਸ ਚੌਹਾਨ ਨਾਲ ਜੁੜੇ ਗਿਰੋਹ ਦੇ ਸੰਚਾਲਕ ਹਰਮਨਪ੍ਰੀਤ ਸਿੰਘ ਉਰਫ ਹੈਮੀ ਵਾਸੀ ਮਾਈ ਗੋਦੜੀ ਸਾਹਿਬ ਮੁਹੱਲਾ ਨੂੰ ਗ੍ਰਿਫਤਾਰ ਕੀਤਾ ਹੈ। ਪੁਲੀਸ ਵੱਲੋਂ ਹਰਮਨਪ੍ਰੀਤ ਉਰਫ ਹੈਮੀ ਕੋਲੋਂ 1 ਪਿਸਤੌਲ (32 ਬੋਰ) ਅਤੇ ਅਸਲਾ ਬਰਾਮਦ ਹੋਇਆ ਹੈ। ਏ.ਆਈ.ਜੀ. ਐਸ.ਐਸ.ਓ.ਸੀ., ਐਸ.ਏ.ਐਸ. ਨਗਰ ਦੇ ਏ ਆਈ ਜੀ ਸ. ਹਰਮਨਦੀਪ ਸਿੰਘ ਹੰਸ ਨੇ ਦੱਸਿਆ ਕਿ ਪੁਲੀਸ ਵੱਲੋਂ ਪਹਿਲਾਂ ਲਵਪ੍ਰੀਤ ਸਿੰਘ ਉਰਫ ਰਾਹਜ ਵਿੱਚੋਂ ਵਾਸੀ ਤਾਲ ਵਾਲੀ ਗਲੀ, ਹੁੱਕੀ ਵਾਲਾ ਚੌਕ, ਫਰੀਦਕੋਟ ਨੂੰ ਕਾਬੂ ਕਰਕੇ ਉਸ ਦੇ ਕਬਜ਼ੇ ਵਿੱਚੋਂ 1 ਪਿਸਤੌਲ ਅਤੇ 5 ਜ਼ਿੰਦਾ ਰੌਂਦ ਬਰਾਮਦ ਕੀਤੇ ਸਨ। ਉਨ੍ਹਾਂ ਦੱਸਿਆ ਕਿ ਲਵਪ੍ਰੀਤ ਸਿੰਘ ਗੈਂਗ ਦਾ ਮੁੱਖ ਸਰਗਨਾ ਸੀ ਅਤੇ ਕੈਨੇਡਾ ਸਥਿਤ ਗੈਂਗਸਟਰ ਪ੍ਰਿੰਸ ਚੌਹਾਨ ਦੇ ਨਿਰਦੇਸ਼ਾਂ ਤੇ ਕੰਮ ਕਰ ਰਿਹਾ ਸੀ ਅਤੇ ਪੰਜਾਬ ਰਾਜ ਦੇ ਕਾਰੋਬਾਰੀਆਂ, ਪ੍ਰਭਾਵਸ਼ਾਲੀ ਵਿਅਕਤੀ ਅਤੇ ਸੰਗੀਤ ਉਦਯੋਗ ਦੇ ਗਾਇਕਾਂ ਤੋਂ ਫਿਰੌਤੀ ਲੈ ਕੇ ਪੰਜਾਬ ਦੇ ਖੇਤਰ ਵਿੱਚ ਸਰਗਰਮ ਸਥਾਨਕ ਗੈਂਗਸਟਰਾਂ ਦਾ ਮਾਡਿਊਲ ਚਲਾ ਰਿਹਾ ਹੈ। ਇਸ ਸਬੰਧੀ [795,1145,1025,1476]
